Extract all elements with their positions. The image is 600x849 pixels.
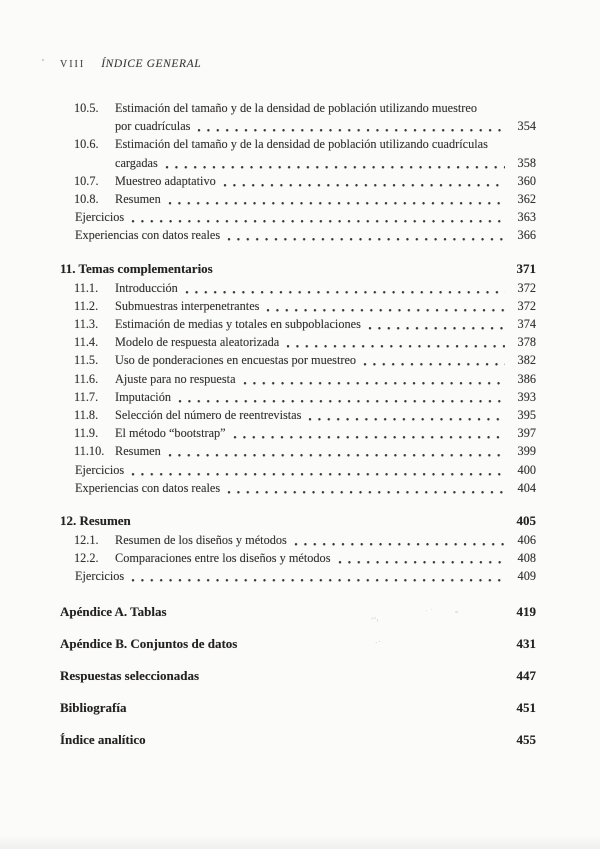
dot-leader: [233, 424, 505, 442]
entry-page-number: 372: [517, 280, 536, 295]
dot-leader: [131, 208, 505, 226]
toc-entry: [60, 567, 536, 585]
entry-page-number: 360: [517, 173, 536, 188]
entry-page-number: 406: [517, 533, 536, 548]
backmatter-page-number: 419: [516, 603, 536, 619]
page-folio: VIII: [60, 59, 86, 70]
entry-number: 11.8.: [74, 408, 99, 423]
entry-title: Muestreo adaptativo: [115, 173, 216, 188]
toc-entry: [60, 479, 536, 497]
backmatter-page-number: 455: [516, 731, 536, 747]
chapter-page-number: 371: [516, 260, 536, 276]
toc-entry: [60, 370, 536, 388]
entry-title-continued: por cuadrículas: [115, 119, 191, 134]
entry-page-number: 404: [517, 480, 536, 495]
entry-number: 11.3.: [74, 317, 99, 332]
dot-leader: [363, 351, 505, 369]
dot-leader: [243, 370, 505, 388]
entry-number: 10.8.: [74, 192, 99, 207]
entry-page-number: 395: [517, 408, 536, 423]
backmatter-page-number: 447: [516, 667, 536, 683]
dot-leader: [168, 190, 505, 208]
toc-entry: [60, 190, 536, 208]
chapter-heading-label: 11. Temas complementarios: [60, 260, 213, 276]
entry-title: Estimación del tamaño y de la densidad de población utilizando muestreo: [115, 101, 477, 115]
scan-speck: [455, 611, 458, 613]
scan-smudge: .·: [374, 635, 384, 647]
dot-leader: [223, 172, 505, 190]
toc-entry: [60, 172, 536, 190]
entry-page-number: 393: [517, 389, 536, 404]
dot-leader: [185, 279, 505, 297]
toc-entry: [60, 208, 536, 226]
entry-number: 11.5.: [74, 353, 99, 368]
entry-title: Imputación: [115, 389, 172, 404]
entry-title: Uso de ponderaciones en encuestas por muestreo: [115, 353, 357, 368]
entry-number: 11.1.: [74, 280, 99, 295]
toc-entry: [60, 279, 536, 297]
dot-leader: [178, 388, 505, 406]
toc-entry: [60, 135, 536, 171]
dot-leader: [131, 567, 505, 585]
toc-entry: [60, 531, 536, 549]
dot-leader: [168, 442, 505, 460]
toc-entry: [60, 406, 536, 424]
entry-number: 11.10.: [74, 444, 105, 459]
dot-leader: [266, 297, 505, 315]
toc-entry: [60, 461, 536, 479]
table-of-contents: [60, 99, 536, 750]
chapter-heading: [60, 511, 536, 531]
entry-title: Experiencias con datos reales: [75, 480, 221, 495]
toc-entry: [60, 388, 536, 406]
toc-entry: [60, 99, 536, 135]
dot-leader: [165, 154, 505, 172]
backmatter-heading: [60, 634, 536, 654]
backmatter-label: Respuestas seleccionadas: [60, 667, 200, 683]
entry-page-number: 358: [517, 155, 536, 170]
entry-page-number: 400: [517, 462, 536, 477]
entry-number: 11.6.: [74, 371, 99, 386]
entry-title: Resumen de los diseños y métodos: [115, 533, 287, 548]
entry-number: 10.7.: [74, 173, 99, 188]
entry-number: 11.4.: [74, 335, 99, 350]
chapter-heading-label: 12. Resumen: [60, 513, 131, 529]
backmatter-heading: [60, 666, 536, 686]
toc-entry: [60, 424, 536, 442]
dot-leader: [286, 333, 505, 351]
entry-title: Estimación del tamaño y de la densidad de población utilizando cuadrículas: [115, 137, 488, 152]
entry-page-number: 408: [517, 551, 536, 566]
backmatter-label: Apéndice A. Tablas: [60, 603, 167, 619]
toc-entry: [60, 549, 536, 567]
entry-page-number: 363: [517, 210, 536, 225]
entry-title: Ejercicios: [75, 462, 125, 477]
toc-entry: [60, 351, 536, 369]
entry-number: 12.2.: [74, 551, 99, 566]
backmatter-heading: [60, 698, 536, 718]
toc-entry: [60, 333, 536, 351]
dot-leader: [227, 226, 505, 244]
backmatter-label: Bibliografía: [60, 699, 127, 715]
scan-smudge: · ·: [424, 604, 435, 616]
entry-page-number: 372: [517, 298, 536, 313]
entry-title: Resumen: [115, 192, 161, 207]
backmatter-heading: [60, 602, 536, 622]
entry-page-number: 378: [517, 335, 536, 350]
entry-number: 11.7.: [74, 389, 99, 404]
scan-speck: [42, 59, 44, 61]
scan-smudge: ~,: [370, 612, 380, 624]
entry-title: Submuestras interpenetrantes: [115, 298, 260, 313]
entry-title: Experiencias con datos reales: [75, 228, 221, 243]
chapter-page-number: 405: [516, 513, 536, 529]
scan-shadow: [0, 835, 600, 849]
backmatter-page-number: 451: [516, 699, 536, 715]
backmatter-label: Apéndice B. Conjuntos de datos: [60, 635, 238, 651]
entry-title: Modelo de respuesta aleatorizada: [115, 335, 280, 350]
entry-page-number: 409: [517, 569, 536, 584]
entry-number: 10.6.: [74, 137, 99, 152]
entry-title: Resumen: [115, 444, 161, 459]
running-title: ÍNDICE GENERAL: [101, 58, 202, 70]
toc-entry: [60, 226, 536, 244]
entry-page-number: 366: [517, 228, 536, 243]
entry-title: Ejercicios: [75, 210, 125, 225]
dot-leader: [131, 461, 505, 479]
chapter-heading: [60, 259, 536, 279]
entry-page-number: 386: [517, 371, 536, 386]
entry-title: Comparaciones entre los diseños y métodos: [115, 551, 331, 566]
backmatter-heading: [60, 730, 536, 750]
dot-leader: [294, 531, 505, 549]
backmatter-page-number: 431: [516, 635, 536, 651]
entry-number: 12.1.: [74, 533, 99, 548]
running-header: [60, 57, 540, 72]
entry-page-number: 397: [517, 426, 536, 441]
entry-page-number: 374: [517, 317, 536, 332]
entry-page-number: 354: [517, 119, 536, 134]
entry-title: Estimación de medias y totales en subpoblaciones: [115, 317, 361, 332]
entry-title: Ejercicios: [75, 569, 125, 584]
entry-title: Introducción: [115, 280, 178, 295]
toc-entry: [60, 315, 536, 333]
entry-title: Ajuste para no respuesta: [115, 371, 236, 386]
dot-leader: [338, 549, 506, 567]
entry-title-continued: cargadas: [115, 155, 158, 170]
backmatter-label: Índice analítico: [60, 731, 146, 747]
toc-entry: [60, 297, 536, 315]
toc-entry: [60, 442, 536, 460]
entry-title: Selección del número de reentrevistas: [115, 408, 302, 423]
dot-leader: [308, 406, 505, 424]
entry-number: 11.9.: [74, 426, 99, 441]
entry-page-number: 362: [517, 192, 536, 207]
entry-title: El método “bootstrap”: [115, 426, 226, 441]
entry-number: 11.2.: [74, 298, 99, 313]
entry-page-number: 399: [517, 444, 536, 459]
dot-leader: [227, 479, 505, 497]
dot-leader: [368, 315, 505, 333]
entry-page-number: 382: [517, 353, 536, 368]
entry-number: 10.5.: [74, 101, 99, 115]
dot-leader: [197, 117, 505, 135]
